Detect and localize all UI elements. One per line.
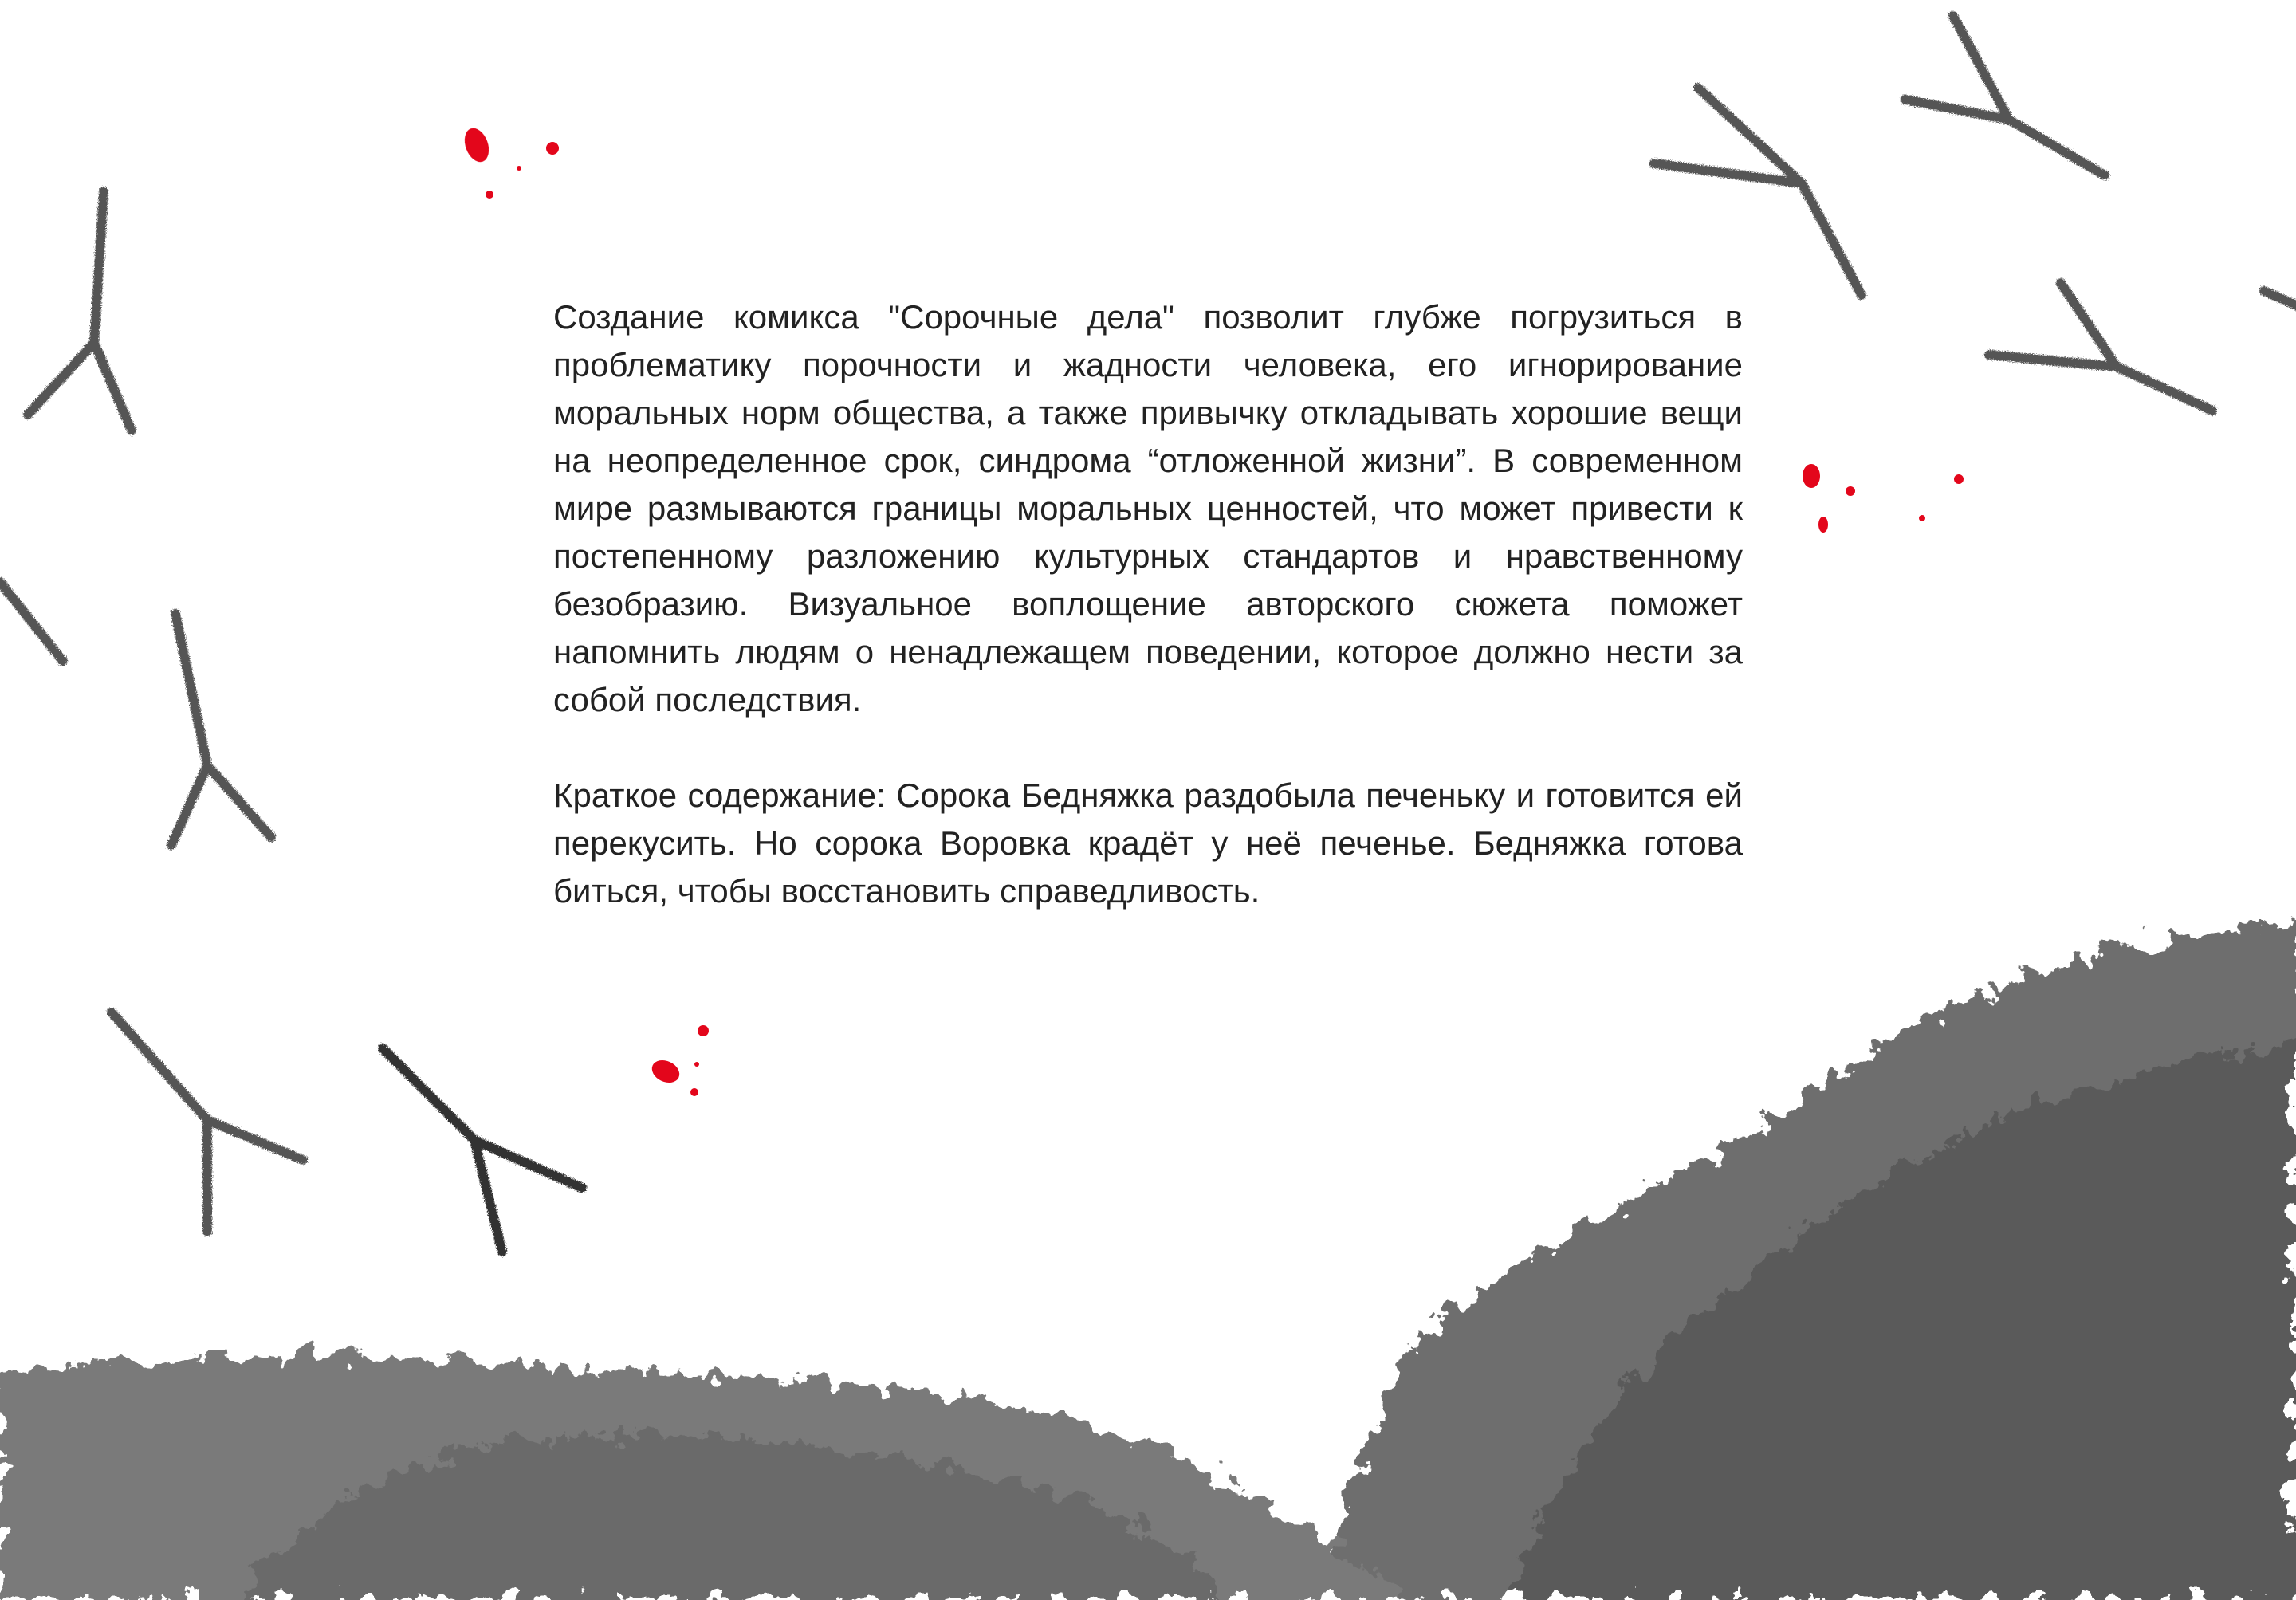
intro-paragraph: Создание комикса "Сорочные дела" позволит глубже погрузиться в проблематику порочности и жадности человека, его игнорирование моральных норм общества, а также привычку откладывать хорошие вещи на неопределенное срок, синдрома “отложенной жизни”. В современном мире размываются границы моральных ценностей, что может привести к постепенному разложению культурных стандартов и нравственному безобразию. Визуальное воплощение авторского сюжета поможет напомнить людям о ненадлежащем поведении, которое должно нести за собой последствия.	[553, 298, 1743, 718]
bird-footprint-icon	[0, 571, 63, 671]
bird-footprint-icon	[1654, 88, 1862, 295]
bird-footprint-icon	[28, 191, 132, 430]
bird-footprint-icon	[2264, 291, 2296, 307]
bird-footprint-icon	[171, 614, 271, 845]
summary-paragraph: Краткое содержание: Сорока Бедняжка раздобыла печеньку и готовится ей перекусить. Но сорока Воровка крадёт у неё печенье. Бедняжка готова биться, чтобы восстановить справедливость.	[553, 776, 1743, 910]
red-splatter-icon	[1803, 464, 1964, 533]
description-text-block	[553, 293, 1743, 915]
bird-footprint-icon	[1905, 16, 2105, 175]
red-splatter-icon	[460, 125, 559, 199]
bird-footprint-icon	[1989, 283, 2212, 411]
